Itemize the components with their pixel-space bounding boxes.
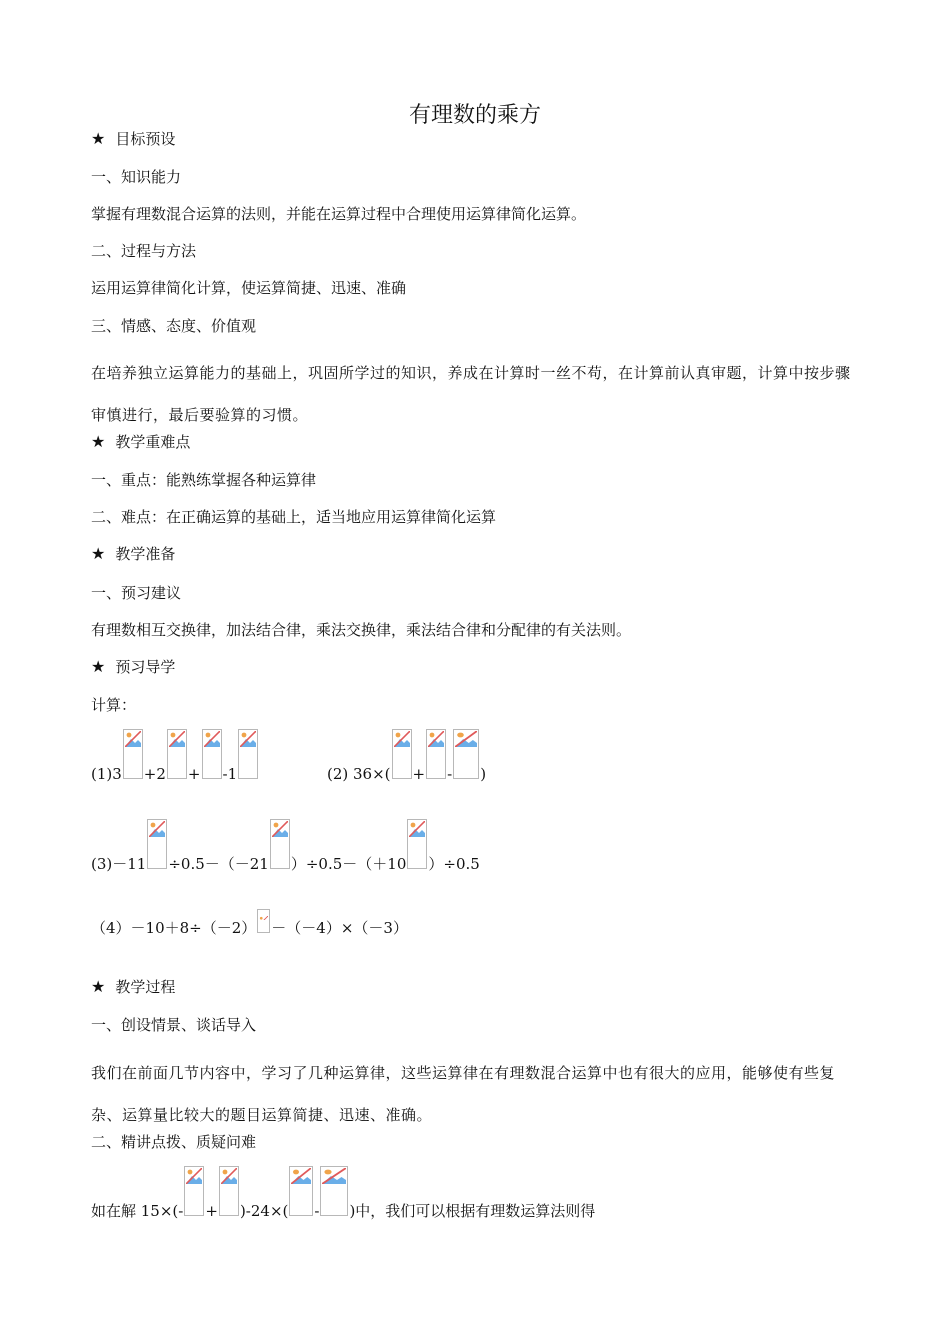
paragraph: 我们在前面几节内容中，学习了几种运算律，这些运算律在有理数混合运算中也有很大的应用，能够使有些复杂、运算量比较大的题目运算简捷、迅速、准确。 — [91, 1064, 836, 1124]
paragraph: 一、预习建议 — [91, 584, 182, 602]
broken-image-icon — [453, 729, 479, 779]
broken-image-icon — [167, 729, 187, 779]
example-expression: 如在解 15×(- + )-24×( - )中，我们可以根据有理数运算法则得 — [91, 1166, 595, 1221]
broken-image-icon — [238, 729, 258, 779]
paragraph: 有理数相互交换律，加法结合律，乘法交换律，乘法结合律和分配律的有关法则。 — [91, 621, 632, 639]
exercise-4: （4）－10＋8÷（－2） －（－4）×（－3） — [91, 909, 408, 938]
broken-image-icon — [147, 819, 167, 869]
page-title: 有理数的乘方 — [408, 103, 541, 128]
paragraph: 一、重点：能熟练掌握各种运算律 — [91, 471, 317, 489]
exercise-1: (1)3 +2 + -1 — [91, 729, 259, 783]
paragraph: 一、创设情景、谈话导入 — [91, 1016, 257, 1034]
broken-image-icon — [123, 729, 143, 779]
broken-image-icon — [202, 729, 222, 779]
paragraph: 运用运算律简化计算，使运算简捷、迅速、准确 — [91, 279, 407, 297]
broken-image-icon — [320, 1166, 348, 1216]
broken-image-icon — [257, 909, 270, 933]
star-icon: ★ — [91, 129, 106, 148]
exercise-2: (2) 36×( + - ) — [327, 729, 486, 783]
paragraph: 二、难点：在正确运算的基础上，适当地应用运算律简化运算 — [91, 508, 497, 526]
paragraph: 三、情感、态度、价值观 — [91, 317, 257, 335]
star-icon: ★ — [91, 977, 106, 996]
star-icon: ★ — [91, 432, 106, 451]
broken-image-icon — [407, 819, 427, 869]
paragraph: 掌握有理数混合运算的法则，并能在运算过程中合理使用运算律简化运算。 — [91, 205, 587, 223]
broken-image-icon — [289, 1166, 313, 1216]
section-heading-preparation: ★ 教学准备 — [91, 544, 176, 563]
broken-image-icon — [392, 729, 412, 779]
section-heading-preview: ★ 预习导学 — [91, 657, 176, 676]
section-heading-process: ★ 教学过程 — [91, 977, 176, 996]
broken-image-icon — [184, 1166, 204, 1216]
paragraph: 在培养独立运算能力的基础上，巩固所学过的知识，养成在计算时一丝不苟，在计算前认真审题，计算中按步骤审慎进行，最后要验算的习惯。 — [91, 364, 851, 424]
section-heading-goals: ★ 目标预设 — [91, 129, 176, 148]
paragraph: 二、过程与方法 — [91, 242, 197, 260]
paragraph: 计算： — [91, 696, 137, 714]
broken-image-icon — [270, 819, 290, 869]
broken-image-icon — [219, 1166, 239, 1216]
paragraph: 一、知识能力 — [91, 168, 182, 186]
star-icon: ★ — [91, 544, 106, 563]
broken-image-icon — [426, 729, 446, 779]
section-heading-key-points: ★ 教学重难点 — [91, 432, 191, 451]
exercise-3: (3)－11 ÷0.5－（－21 ）÷0.5－（＋10 ）÷0.5 — [91, 819, 480, 874]
paragraph: 二、精讲点拨、质疑问难 — [91, 1133, 257, 1151]
star-icon: ★ — [91, 657, 106, 676]
